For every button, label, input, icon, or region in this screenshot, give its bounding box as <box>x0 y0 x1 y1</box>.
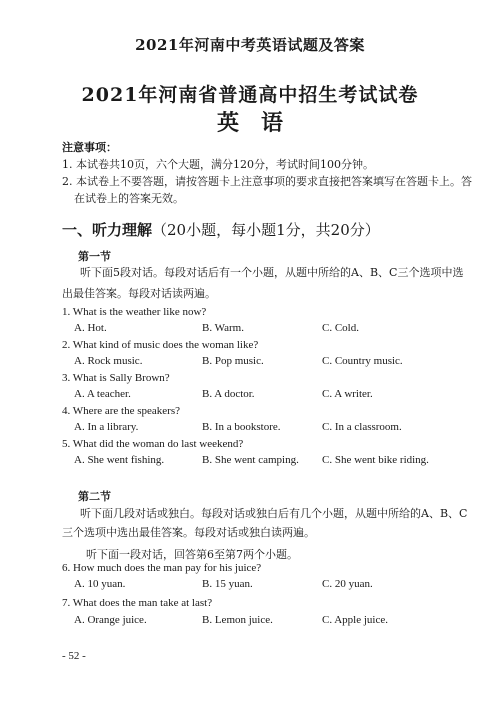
question-5-options <box>0 454 500 470</box>
part2-instruction-line1: 听下面几段对话或独白。每段对话或独白后有几个小题，从题中所给的A、B、C <box>80 507 468 520</box>
option-c: C. Cold. <box>322 322 359 334</box>
page-number: - 52 - <box>62 650 86 662</box>
question-7: 7. What does the man take at last? <box>62 597 213 609</box>
option-a: A. Hot. <box>74 322 107 334</box>
section-title-bold: 一、听力理解 <box>62 221 153 239</box>
option-c: C. 20 yuan. <box>322 578 373 590</box>
question-2-options <box>0 355 500 371</box>
option-a: A. Rock music. <box>74 355 143 367</box>
option-a: A. 10 yuan. <box>74 578 126 590</box>
section-title-rest: （20小题，每小题1分，共20分） <box>152 221 380 239</box>
question-1-options <box>0 322 500 338</box>
part1-instruction-line2: 出最佳答案。每段对话读两遍。 <box>62 287 216 300</box>
option-b: B. Pop music. <box>202 355 264 367</box>
part2-sub-instruction: 听下面一段对话，回答第6至第7两个小题。 <box>86 548 298 561</box>
section-heading <box>62 219 380 240</box>
exam-title: 2021年河南省普通高中招生考试试卷 <box>81 84 419 106</box>
option-a: A. Orange juice. <box>74 614 147 626</box>
question-6-options <box>0 578 500 594</box>
document-title: 2021年河南中考英语试题及答案 <box>135 36 365 54</box>
question-4-options <box>0 421 500 437</box>
option-b: B. A doctor. <box>202 388 255 400</box>
part2-instruction-line2: 三个选项中选出最佳答案。每段对话或独白读两遍。 <box>62 526 315 539</box>
subject-title: 英语 <box>216 110 305 136</box>
question-7-options <box>0 614 500 630</box>
option-b: B. Warm. <box>202 322 244 334</box>
option-c: C. Apple juice. <box>322 614 388 626</box>
part1-heading: 第一节 <box>78 250 111 263</box>
question-5: 5. What did the woman do last weekend? <box>62 438 244 450</box>
option-c: C. In a classroom. <box>322 421 402 433</box>
question-4: 4. Where are the speakers? <box>62 405 180 417</box>
option-c: C. She went bike riding. <box>322 454 429 466</box>
notice-item-1: 1. 本试卷共10页，六个大题，满分120分，考试时间100分钟。 <box>62 158 374 171</box>
option-b: B. She went camping. <box>202 454 299 466</box>
question-6: 6. How much does the man pay for his juice? <box>62 562 262 574</box>
question-2: 2. What kind of music does the woman like? <box>62 339 259 351</box>
option-a: A. She went fishing. <box>74 454 165 466</box>
part1-instruction-line1: 听下面5段对话。每段对话后有一个小题，从题中所给的A、B、C三个选项中选 <box>80 266 464 279</box>
option-b: B. 15 yuan. <box>202 578 253 590</box>
option-c: C. Country music. <box>322 355 403 367</box>
notice-item-2-continued: 在试卷上的答案无效。 <box>74 192 184 205</box>
notice-heading: 注意事项： <box>62 141 117 154</box>
question-3-options <box>0 388 500 404</box>
question-1: 1. What is the weather like now? <box>62 306 207 318</box>
option-a: A. A teacher. <box>74 388 131 400</box>
option-b: B. Lemon juice. <box>202 614 273 626</box>
option-c: C. A writer. <box>322 388 373 400</box>
option-a: A. In a library. <box>74 421 139 433</box>
notice-item-2: 2. 本试卷上不要答题，请按答题卡上注意事项的要求直接把答案填写在答题卡上。答 <box>62 175 472 188</box>
option-b: B. In a bookstore. <box>202 421 281 433</box>
part2-heading: 第二节 <box>78 490 111 503</box>
question-3: 3. What is Sally Brown? <box>62 372 170 384</box>
